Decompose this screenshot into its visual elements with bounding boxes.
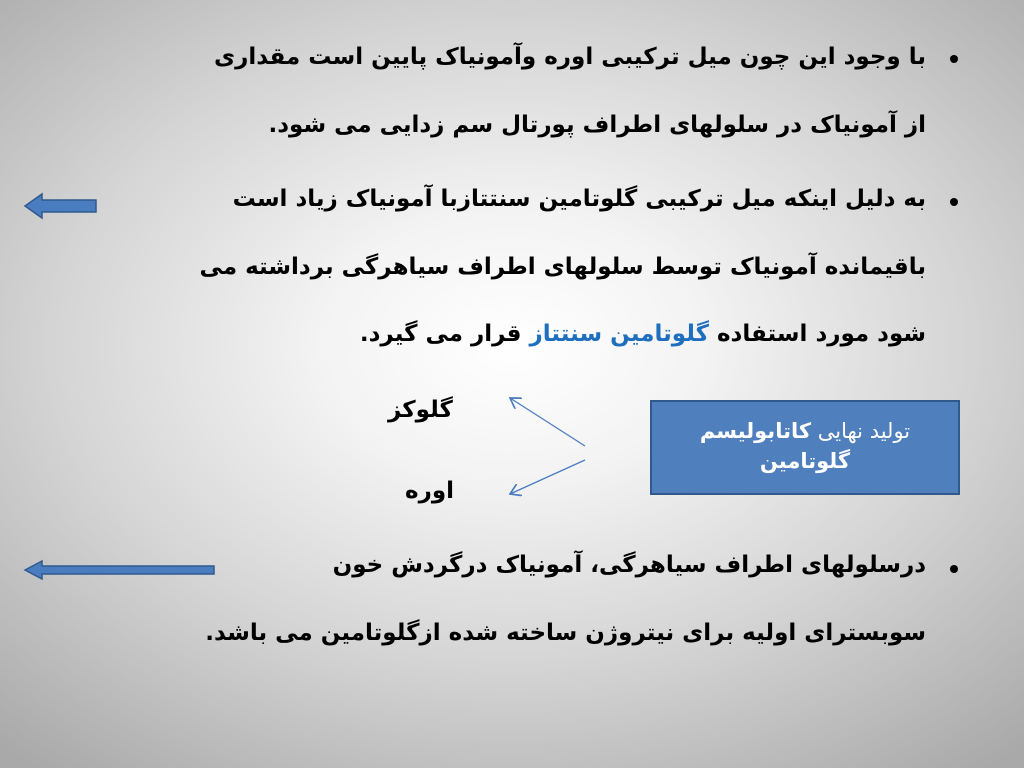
diagram-arrow-down-icon xyxy=(510,460,585,494)
bullet-3-line-1: درسلولهای اطراف سیاهرگی، آمونیاک درگردش خون xyxy=(332,552,926,578)
bullet-2-line-1: به دلیل اینکه میل ترکیبی گلوتامین سنتتازبا آمونیاک زیاد است xyxy=(232,186,926,212)
box-line-2: گلوتامین xyxy=(759,449,851,473)
bullet-3-line-2: سوبسترای اولیه برای نیتروژن ساخته شده ازگلوتامین می باشد. xyxy=(205,620,926,646)
bullet-2-line-3-suffix: قرار می گیرد. xyxy=(359,321,522,347)
box-line-1-prefix: تولید نهایی xyxy=(817,419,911,443)
left-block-arrow-1-icon xyxy=(25,194,96,218)
left-block-arrow-2-icon xyxy=(25,561,214,579)
diagram-label-urea: اوره xyxy=(405,478,454,504)
diagram-label-glucose: گلوکز xyxy=(388,397,453,423)
box-line-1-bold: کاتابولیسم xyxy=(699,419,812,443)
diagram-arrow-up-icon xyxy=(510,398,585,446)
bullet-1-line-1: با وجود این چون میل ترکیبی اوره وآمونیاک پایین است مقداری xyxy=(214,44,926,70)
bullet-2-line-3-prefix: شود مورد استفاده xyxy=(716,321,926,347)
bullet-1-line-2: از آمونیاک در سلولهای اطراف پورتال سم زدایی می شود. xyxy=(268,112,926,138)
bullet-2-line-2: باقیمانده آمونیاک توسط سلولهای اطراف سیاهرگی برداشته می xyxy=(199,254,926,280)
glutamine-synthetase-highlight: گلوتامین سنتتاز xyxy=(529,321,709,347)
